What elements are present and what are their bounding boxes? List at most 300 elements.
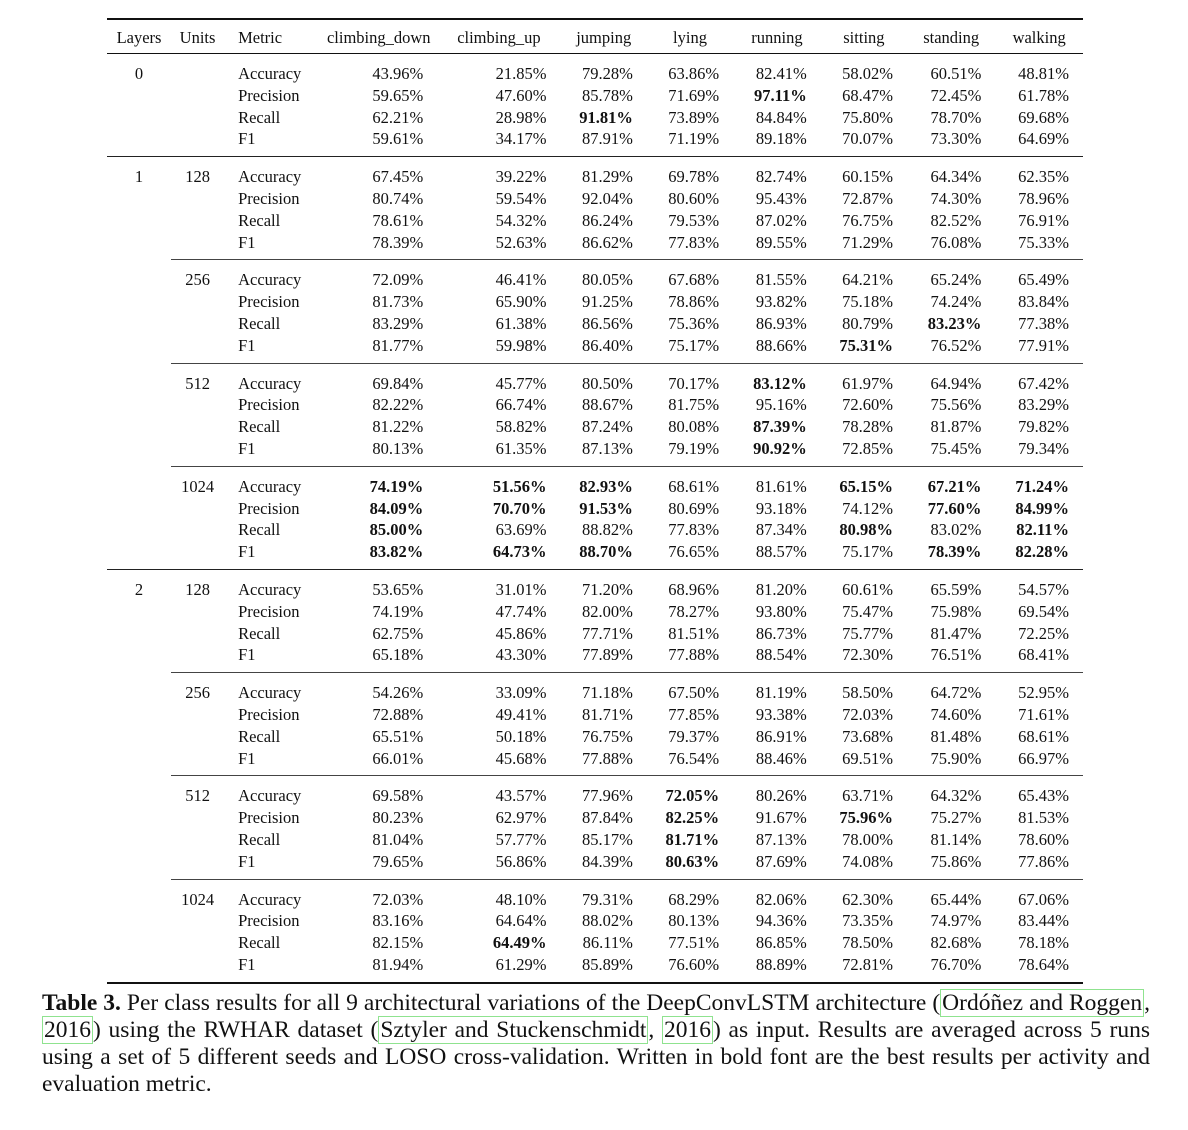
value-cell: 83.44% [1018,911,1069,931]
value-cell: 64.34% [930,167,982,187]
value-cell: 85.00% [369,520,424,540]
value-cell: 62.35% [1018,167,1069,187]
layers-cell [107,623,171,645]
units-cell [171,210,224,232]
value-cell: 81.94% [372,954,424,974]
value-cell: 73.68% [842,726,894,746]
value-cell: 81.51% [668,623,720,643]
value-cell: 52.95% [995,673,1083,704]
layers-cell [107,210,171,232]
citation-link-sztyler-year[interactable]: 2016 [663,1017,711,1043]
metric-cell: Precision [238,188,300,208]
layers-cell [107,519,171,541]
value-cell: 80.74% [372,188,424,208]
units-cell [171,416,224,438]
layers-cell [107,954,171,983]
value-cell: 80.63% [665,851,720,871]
value-cell: 77.83% [668,232,720,252]
value-cell: 71.29% [842,232,894,252]
units-cell [171,519,224,541]
citation-link-ordonez[interactable]: Ordóñez and Roggen [942,990,1143,1016]
value-cell: 89.18% [755,129,807,149]
value-cell: 72.03% [320,879,437,910]
value-cell: 87.91% [581,129,633,149]
header-lying: lying [673,28,707,47]
value-cell: 50.18% [495,726,547,746]
layers-cell [107,85,171,107]
value-cell: 91.53% [579,498,633,518]
value-cell: 66.74% [495,395,547,415]
value-cell: 74.19% [372,601,424,621]
value-cell: 91.67% [755,808,807,828]
value-cell: 78.39% [927,542,982,562]
metric-cell: Accuracy [224,466,320,497]
value-cell: 61.29% [495,954,547,974]
table-row [107,416,1083,438]
value-cell: 76.70% [930,954,982,974]
units-cell [171,829,224,851]
table-row [107,335,1083,363]
metric-cell: Recall [238,726,281,746]
layers-cell [107,260,171,291]
value-cell: 79.19% [668,438,720,458]
metric-cell: Recall [238,623,281,643]
value-cell: 60.15% [842,167,894,187]
units-cell: 512 [171,776,224,807]
value-cell: 82.74% [755,167,807,187]
header-walking: walking [1012,28,1066,47]
value-cell: 84.84% [755,107,807,127]
value-cell: 72.25% [1018,623,1069,643]
value-cell: 95.16% [755,395,807,415]
value-cell: 75.98% [930,601,982,621]
value-cell: 68.29% [647,879,733,910]
table-row [107,54,1083,85]
value-cell: 65.51% [372,726,424,746]
value-cell: 77.88% [581,748,633,768]
value-cell: 69.54% [1018,601,1069,621]
value-cell: 86.11% [582,933,633,953]
value-cell: 75.86% [930,851,982,871]
value-cell: 81.75% [668,395,720,415]
value-cell: 74.19% [320,466,437,497]
value-cell: 87.39% [753,417,807,437]
layers-cell: 0 [134,64,144,83]
caption-sep: , [648,1017,662,1043]
value-cell: 62.75% [372,623,424,643]
value-cell: 60.51% [930,64,982,83]
metric-cell: Accuracy [224,673,320,704]
metric-cell: Accuracy [238,64,302,83]
value-cell: 82.41% [755,64,807,83]
value-cell: 76.52% [930,335,982,355]
value-cell: 77.96% [561,776,647,807]
value-cell: 56.86% [495,851,547,871]
value-cell: 63.86% [668,64,720,83]
value-cell: 82.52% [930,210,982,230]
value-cell: 94.36% [755,911,807,931]
value-cell: 83.29% [372,313,424,333]
value-cell: 65.43% [995,776,1083,807]
value-cell: 80.13% [668,911,720,931]
value-cell: 75.56% [930,395,982,415]
metric-cell: F1 [238,954,256,974]
value-cell: 53.65% [372,579,424,599]
value-cell: 76.75% [842,210,894,230]
value-cell: 88.89% [755,954,807,974]
layers-cell [107,704,171,726]
value-cell: 52.63% [495,232,547,252]
value-cell: 78.70% [930,107,982,127]
value-cell: 82.11% [1016,520,1069,540]
value-cell: 81.47% [930,623,982,643]
value-cell: 83.82% [369,542,424,562]
units-cell [171,107,224,129]
table-row [107,910,1083,932]
layers-cell [107,291,171,313]
header-standing: standing [923,28,980,47]
value-cell: 48.81% [1018,64,1069,83]
units-cell [171,335,224,363]
value-cell: 59.98% [495,335,547,355]
table-row [107,157,1083,188]
value-cell: 85.78% [581,85,633,105]
value-cell: 71.18% [561,673,647,704]
value-cell: 54.26% [320,673,437,704]
value-cell: 80.98% [839,520,894,540]
value-cell: 21.85% [495,64,547,83]
value-cell: 75.17% [668,335,720,355]
value-cell: 45.77% [437,363,560,394]
value-cell: 49.41% [495,704,547,724]
table-row [107,748,1083,776]
value-cell: 88.70% [579,542,633,562]
value-cell: 39.22% [495,167,547,187]
value-cell: 58.02% [842,64,894,83]
value-cell: 64.32% [907,776,995,807]
value-cell: 83.84% [1018,292,1069,312]
caption-text: Per class results for all 9 architectural variations of the DeepConvLSTM architecture ( [120,990,941,1016]
value-cell: 83.29% [1018,395,1069,415]
value-cell: 77.38% [1018,313,1069,333]
value-cell: 75.18% [842,292,894,312]
value-cell: 86.73% [755,623,807,643]
value-cell: 88.02% [581,911,633,931]
value-cell: 88.46% [755,748,807,768]
value-cell: 64.94% [907,363,995,394]
value-cell: 75.80% [842,107,894,127]
metric-cell: Precision [238,911,300,931]
value-cell: 61.97% [821,363,907,394]
value-cell: 80.13% [372,438,424,458]
value-cell: 78.39% [372,232,424,252]
value-cell: 88.57% [755,542,807,562]
layers-cell [107,879,171,910]
table-row [107,879,1083,910]
value-cell: 71.24% [995,466,1083,497]
value-cell: 69.51% [842,748,894,768]
value-cell: 68.61% [1018,726,1069,746]
units-cell [171,291,224,313]
value-cell: 78.60% [1018,829,1069,849]
value-cell: 85.17% [581,829,633,849]
value-cell: 76.51% [930,645,982,665]
citation-link-sztyler[interactable]: Sztyler and Stuckenschmidt [380,1017,647,1043]
value-cell: 61.78% [1018,85,1069,105]
value-cell: 89.55% [755,232,807,252]
value-cell: 81.71% [665,829,720,849]
metric-cell: F1 [238,542,256,562]
value-cell: 51.56% [437,466,560,497]
layers-cell [107,438,171,466]
value-cell: 43.57% [437,776,560,807]
units-cell [171,188,224,210]
layers-cell [107,644,171,672]
header-jumping: jumping [576,28,632,47]
value-cell: 76.60% [668,954,720,974]
value-cell: 75.45% [930,438,982,458]
value-cell: 77.88% [668,645,720,665]
layers-cell [107,748,171,776]
metric-cell: Recall [238,107,281,127]
metric-cell: F1 [238,851,256,871]
layers-cell: 1 [134,167,144,187]
value-cell: 34.17% [495,129,547,149]
table-row [107,954,1083,983]
value-cell: 71.19% [668,129,720,149]
value-cell: 80.26% [733,776,821,807]
value-cell: 77.83% [668,520,720,540]
header-sitting: sitting [843,28,885,47]
units-cell [171,394,224,416]
units-cell [171,644,224,672]
value-cell: 82.68% [930,933,982,953]
metric-cell: Recall [238,933,281,953]
value-cell: 81.87% [930,417,982,437]
value-cell: 58.82% [495,417,547,437]
value-cell: 81.20% [755,579,807,599]
value-cell: 64.21% [821,260,907,291]
table-body [107,54,1083,983]
value-cell: 86.56% [581,313,633,333]
layers-cell [107,363,171,394]
value-cell: 65.90% [495,292,547,312]
metric-cell: F1 [238,645,256,665]
value-cell: 72.81% [842,954,894,974]
value-cell: 80.23% [372,808,424,828]
value-cell: 62.30% [821,879,907,910]
value-cell: 90.92% [753,438,807,458]
value-cell: 74.12% [842,498,894,518]
value-cell: 65.59% [930,579,982,599]
table-row [107,128,1083,156]
units-cell [171,748,224,776]
metric-cell: Accuracy [224,776,320,807]
value-cell: 48.10% [437,879,560,910]
value-cell: 87.02% [755,210,807,230]
value-cell: 43.96% [372,64,424,83]
layers-cell [107,128,171,156]
units-cell [171,541,224,569]
value-cell: 84.39% [581,851,633,871]
value-cell: 66.97% [1018,748,1069,768]
value-cell: 69.68% [1018,107,1069,127]
value-cell: 80.50% [561,363,647,394]
value-cell: 54.32% [495,210,547,230]
value-cell: 82.25% [665,808,720,828]
value-cell: 72.03% [842,704,894,724]
value-cell: 28.98% [495,107,547,127]
value-cell: 77.85% [668,704,720,724]
units-cell [171,128,224,156]
value-cell: 75.47% [842,601,894,621]
table-row [107,519,1083,541]
value-cell: 67.50% [647,673,733,704]
value-cell: 68.41% [1018,645,1069,665]
value-cell: 83.12% [733,363,821,394]
value-cell: 65.15% [821,466,907,497]
value-cell: 78.18% [1018,933,1069,953]
metric-cell: F1 [238,438,256,458]
value-cell: 81.53% [1018,808,1069,828]
value-cell: 47.60% [495,85,547,105]
value-cell: 79.31% [561,879,647,910]
value-cell: 74.24% [930,292,982,312]
layers-cell [107,313,171,335]
value-cell: 77.60% [927,498,982,518]
value-cell: 69.78% [668,167,720,187]
units-cell [171,704,224,726]
value-cell: 70.70% [492,498,547,518]
units-cell [171,910,224,932]
value-cell: 81.04% [372,829,424,849]
caption-text: ) as input. Results are averaged across 5 runs using a set of 5 different seeds and LOSO cross-validation. Written in bold font are the best results per activity and evaluation metric. [42,1017,1150,1097]
units-cell [171,313,224,335]
units-cell [171,232,224,260]
value-cell: 78.50% [842,933,894,953]
value-cell: 75.77% [842,623,894,643]
value-cell: 65.49% [995,260,1083,291]
units-cell [171,726,224,748]
value-cell: 85.89% [581,954,633,974]
layers-cell [107,910,171,932]
layers-cell [107,829,171,851]
value-cell: 93.38% [755,704,807,724]
value-cell: 64.64% [495,911,547,931]
value-cell: 76.91% [1018,210,1069,230]
value-cell: 72.60% [842,395,894,415]
table-row [107,541,1083,569]
units-cell: 1024 [171,879,224,910]
value-cell: 86.24% [581,210,633,230]
table-header-row [107,19,1083,54]
value-cell: 64.72% [907,673,995,704]
value-cell: 67.42% [995,363,1083,394]
value-cell: 68.47% [842,85,894,105]
metric-cell: Recall [238,417,281,437]
value-cell: 82.06% [733,879,821,910]
value-cell: 75.27% [930,808,982,828]
table-row [107,623,1083,645]
value-cell: 64.73% [492,542,547,562]
layers-cell [107,807,171,829]
units-cell [171,851,224,879]
value-cell: 81.71% [581,704,633,724]
table-row [107,363,1083,394]
value-cell: 47.74% [495,601,547,621]
units-cell: 256 [171,260,224,291]
metric-cell: Recall [238,313,281,333]
value-cell: 80.60% [668,188,720,208]
units-cell: 128 [185,167,210,187]
value-cell: 45.86% [495,623,547,643]
value-cell: 80.05% [561,260,647,291]
value-cell: 82.28% [1015,542,1069,562]
value-cell: 84.99% [1015,498,1069,518]
header-metric: Metric [238,28,283,47]
layers-cell [107,232,171,260]
value-cell: 81.55% [733,260,821,291]
metric-cell: Precision [238,498,300,518]
value-cell: 58.50% [821,673,907,704]
layers-cell [107,188,171,210]
value-cell: 75.33% [1018,232,1069,252]
header-layers: Layers [116,28,162,47]
header-climbing-down: climbing_down [326,28,431,47]
value-cell: 74.30% [930,188,982,208]
units-cell [171,54,224,85]
layers-cell [107,394,171,416]
metric-cell: Accuracy [224,879,320,910]
value-cell: 78.00% [842,829,894,849]
value-cell: 70.07% [842,129,894,149]
value-cell: 86.85% [755,933,807,953]
caption-text: ) using the RWHAR dataset ( [93,1017,379,1043]
metric-cell: Precision [238,85,300,105]
value-cell: 69.58% [320,776,437,807]
value-cell: 86.91% [755,726,807,746]
value-cell: 67.06% [995,879,1083,910]
value-cell: 72.87% [842,188,894,208]
table-row [107,932,1083,954]
table-row [107,498,1083,520]
table-row [107,726,1083,748]
value-cell: 81.29% [581,167,633,187]
header-running: running [751,28,803,47]
value-cell: 87.69% [755,851,807,871]
value-cell: 83.16% [372,911,424,931]
value-cell: 82.15% [372,933,424,953]
value-cell: 45.68% [495,748,547,768]
value-cell: 72.30% [842,645,894,665]
value-cell: 75.36% [668,313,720,333]
value-cell: 70.17% [647,363,733,394]
table-row [107,85,1083,107]
value-cell: 97.11% [754,85,807,105]
layers-cell [107,673,171,704]
metric-cell: F1 [238,129,256,149]
value-cell: 83.02% [930,520,982,540]
citation-link-ordonez-year[interactable]: 2016 [44,1017,91,1043]
layers-cell [107,851,171,879]
results-table [107,18,1083,984]
table-row [107,776,1083,807]
table-row [107,291,1083,313]
value-cell: 33.09% [437,673,560,704]
metric-cell: F1 [238,748,256,768]
value-cell: 82.00% [581,601,633,621]
value-cell: 77.86% [1018,851,1069,871]
